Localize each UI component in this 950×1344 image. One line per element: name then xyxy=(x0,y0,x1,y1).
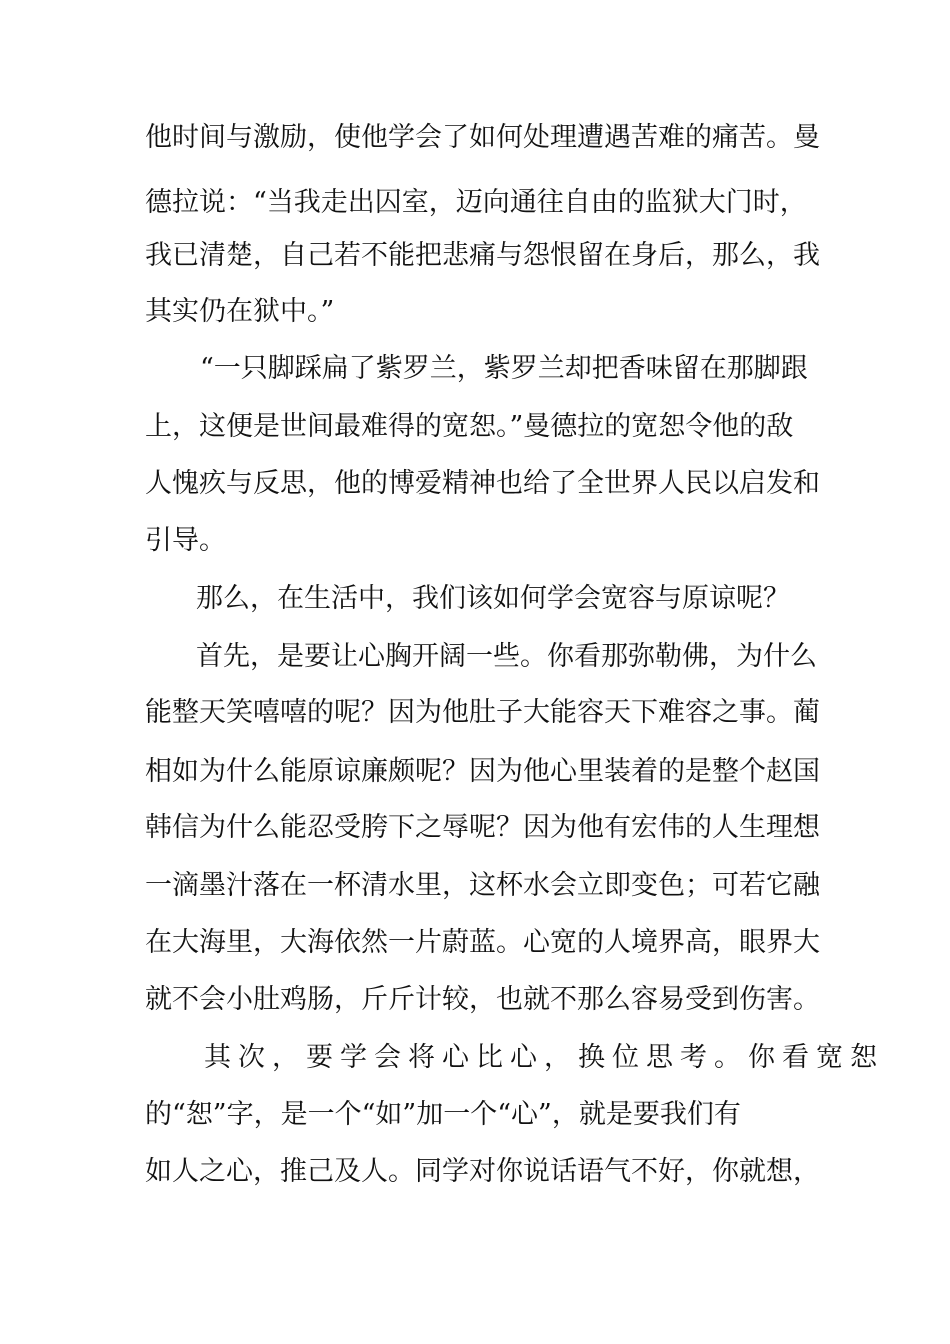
text-line: 那么，在生活中，我们该如何学会宽容与原谅呢？ xyxy=(196,583,790,614)
text-line: 人愧疚与反思，他的博爱精神也给了全世界人民以启发和 xyxy=(145,468,820,499)
text-line: 如人之心，推己及人。同学对你说话语气不好，你就想， xyxy=(145,1156,820,1187)
text-line: 在大海里，大海依然一片蔚蓝。心宽的人境界高，眼界大 xyxy=(145,927,820,958)
text-line: 的“恕”字，是一个“如”加一个“心”，就是要我们有 xyxy=(145,1099,741,1130)
text-line: 一滴墨汁落在一杯清水里，这杯水会立即变色；可若它融 xyxy=(145,870,820,901)
text-line: 上，这便是世间最难得的宽恕。”曼德拉的宽恕令他的敌 xyxy=(145,411,794,442)
text-line: 其次，要学会将心比心，换位思考。你看宽恕 xyxy=(204,1042,884,1073)
text-line: 首先，是要让心胸开阔一些。你看那弥勒佛，为什么 xyxy=(196,641,817,672)
text-line: 我已清楚，自己若不能把悲痛与怨恨留在身后，那么，我 xyxy=(145,240,820,271)
text-line: 其实仍在狱中。” xyxy=(145,296,335,327)
text-line: 德拉说：“当我走出囚室，迈向通往自由的监狱大门时， xyxy=(145,187,807,218)
text-line: 能整天笑嘻嘻的呢？因为他肚子大能容天下难容之事。蔺 xyxy=(145,697,820,728)
text-line: 韩信为什么能忍受胯下之辱呢？因为他有宏伟的人生理想 xyxy=(145,812,820,843)
text-line: “一只脚踩扁了紫罗兰，紫罗兰却把香味留在那脚跟 xyxy=(200,353,808,384)
text-line: 引导。 xyxy=(145,525,226,556)
text-line: 就不会小肚鸡肠，斤斤计较，也就不那么容易受到伤害。 xyxy=(145,984,820,1015)
text-line: 相如为什么能原谅廉颇呢？因为他心里装着的是整个赵国 xyxy=(145,756,820,787)
text-line: 他时间与激励，使他学会了如何处理遭遇苦难的痛苦。曼 xyxy=(145,122,820,153)
